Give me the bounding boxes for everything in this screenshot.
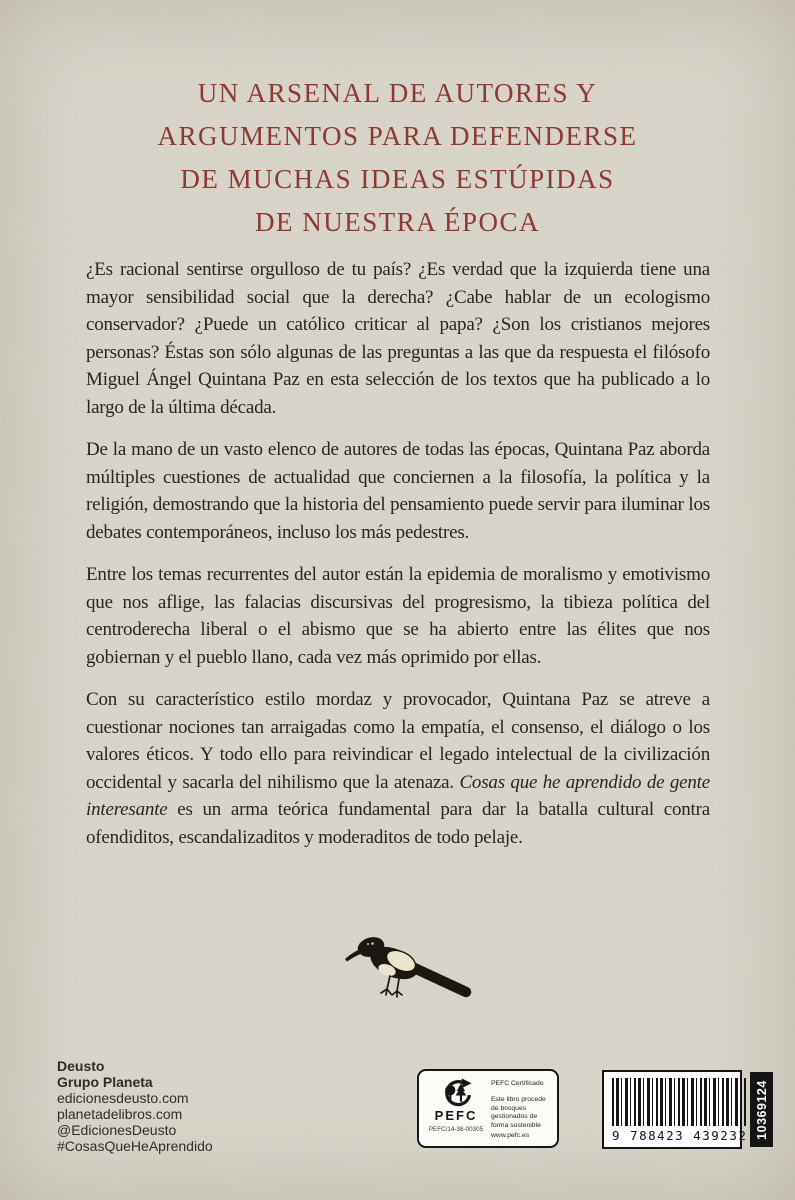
synopsis-paragraph-4	[86, 686, 710, 851]
headline-line: UN ARSENAL DE AUTORES Y	[197, 78, 598, 108]
pefc-certificate-number: PEFC/14-38-00305	[428, 1126, 484, 1133]
paragraph-4-text: es un arma teórica fundamental para dar la batalla cultural contra ofendiditos, escandalizaditos y moderaditos de todo pelaje.	[86, 799, 710, 848]
headline-line: DE NUESTRA ÉPOCA	[254, 207, 541, 237]
barcode-product-code: 10369124	[754, 1079, 769, 1140]
pefc-logo-column	[427, 1078, 485, 1140]
pefc-trees-recycle-icon	[439, 1078, 473, 1109]
publisher-website: planetadelibros.com	[57, 1106, 183, 1122]
pefc-wordmark: PEFC	[434, 1108, 478, 1123]
publisher-group: Grupo Planeta	[57, 1074, 153, 1090]
magpie-bird-icon	[344, 934, 476, 1004]
barcode	[602, 1070, 769, 1149]
publisher-imprint: Deusto	[57, 1058, 105, 1074]
barcode-product-code-strip	[750, 1072, 773, 1147]
headline-line: ARGUMENTOS PARA DEFENDERSE	[157, 121, 638, 151]
synopsis-paragraph-1: ¿Es racional sentirse orgulloso de tu país? ¿Es verdad que la izquierda tiene una mayor sensibilidad social que la derecha? ¿Cabe hablar de un ecologismo conservador? ¿Puede un católico criticar al papa? ¿Son los cristianos mejores personas? Éstas son sólo algunas de las preguntas a las que da respuesta el filósofo Miguel Ángel Quintana Paz en esta selección de los textos que ha publicado a lo largo de la última década.	[86, 259, 710, 418]
headline-line: DE MUCHAS IDEAS ESTÚPIDAS	[180, 164, 615, 194]
pefc-url: www.pefc.es	[491, 1131, 530, 1139]
publisher-website: edicionesdeusto.com	[57, 1090, 189, 1106]
book-title-italic: Cosas que he aprendido de gente interesante	[86, 771, 710, 820]
synopsis-text	[86, 256, 710, 851]
pefc-description: Este libro procede de bosques gestionados de forma sostenible	[491, 1096, 546, 1129]
publisher-social-handle: @EdicionesDeusto	[57, 1122, 177, 1138]
synopsis-paragraph-2: De la mano de un vasto elenco de autores de todas las épocas, Quintana Paz aborda múltiples cuestiones de actualidad que conciernen a la filosofía, la política y la religión, demostrando que la historia del pensamiento puede servir para iluminar los debates contemporáneos, incluso los más pedestres.	[86, 439, 710, 543]
pefc-text-column	[491, 1078, 549, 1140]
barcode-bars	[612, 1078, 747, 1126]
paragraph-4-text: Con su característico estilo mordaz y provocador, Quintana Paz se atreve a cuestionar nociones tan arraigadas como la empatía, el consenso, el diálogo o los valores éticos. Y todo ello para reivindicar el legado intelectual de la civilización occidental y sacarla del nihilismo que la atenaza.	[86, 689, 710, 793]
barcode-ean-number: 9 788423 439232	[612, 1128, 748, 1143]
synopsis-paragraph-3: Entre los temas recurrentes del autor están la epidemia de moralismo y emotivismo que nos aflige, las falacias discursivas del progresismo, la tibieza política del centroderecha liberal o el abismo que se ha abierto entre las élites que nos gobiernan y el pueblo llano, cada vez más oprimido por ellas.	[86, 564, 710, 668]
publisher-block	[57, 1058, 213, 1154]
pefc-certification-label	[417, 1069, 559, 1148]
barcode-bars-area	[604, 1072, 750, 1147]
pefc-title: PEFC Certificado	[491, 1080, 544, 1087]
back-cover-headline	[0, 72, 795, 244]
publisher-hashtag: #CosasQueHeAprendido	[57, 1138, 213, 1154]
